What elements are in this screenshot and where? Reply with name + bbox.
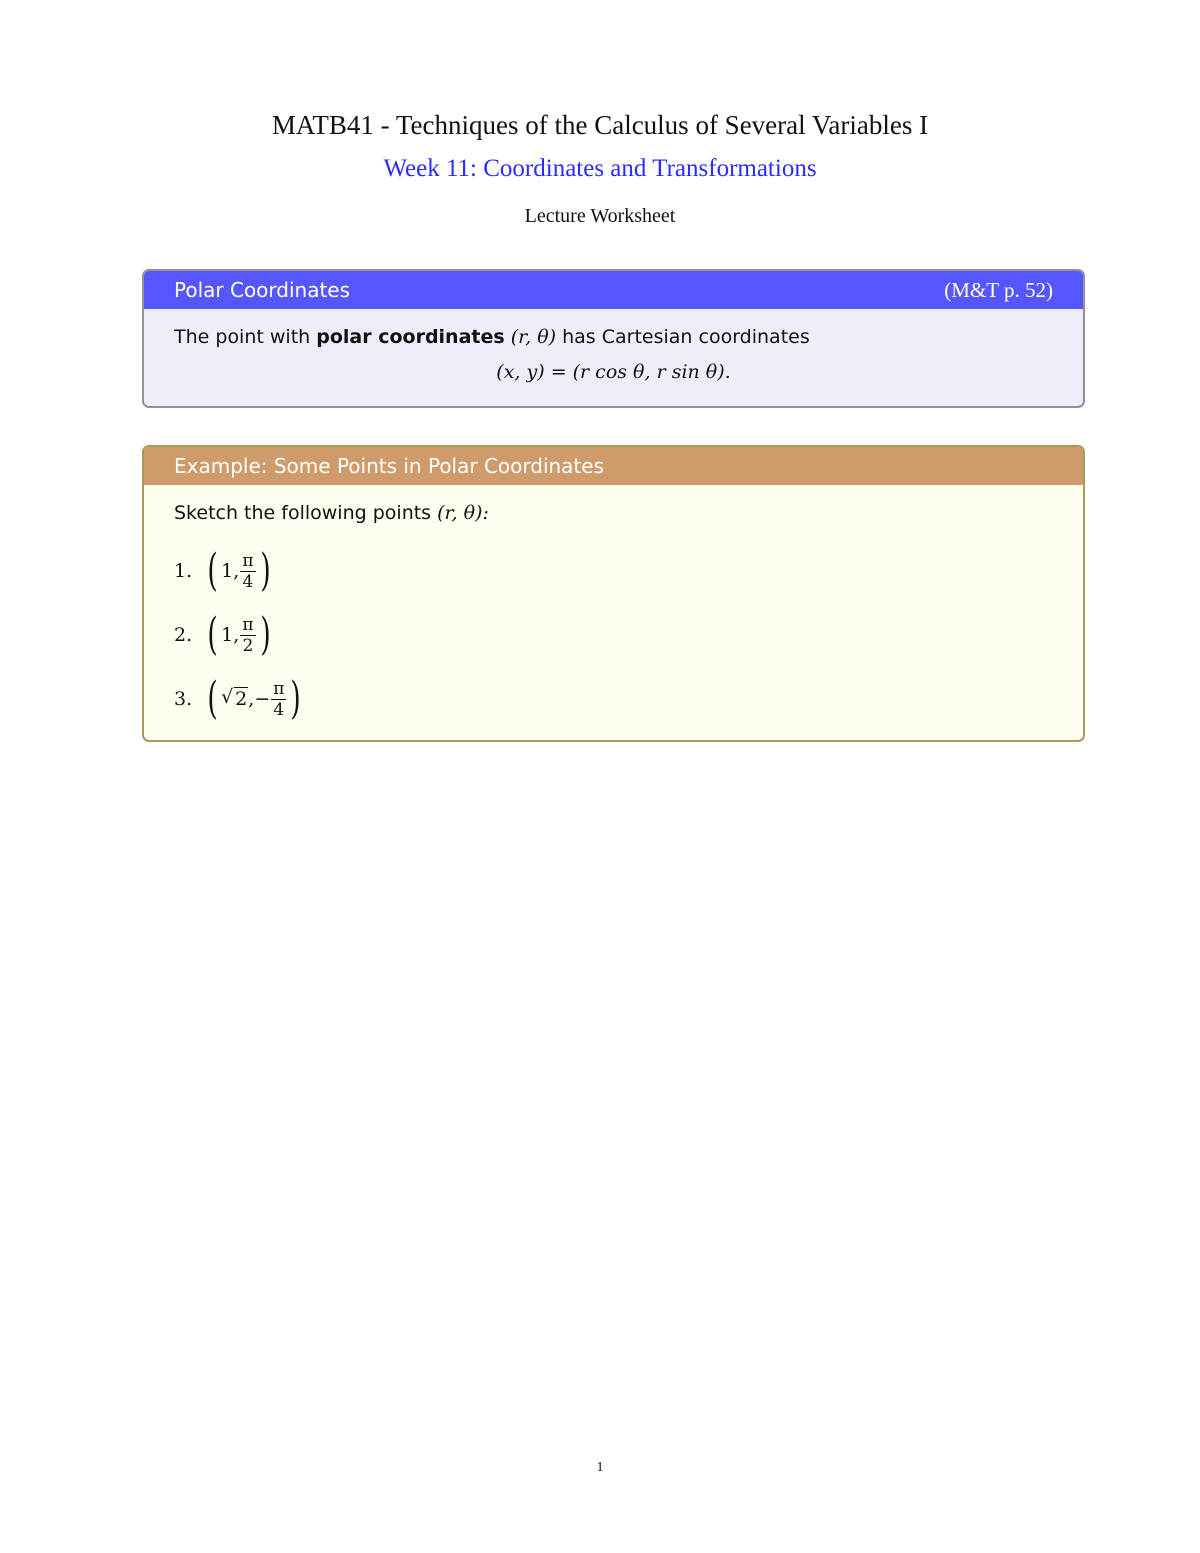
minus-sign: − (254, 688, 271, 710)
points-list (174, 539, 1053, 731)
fraction-numerator: π (242, 614, 254, 635)
fraction-denominator: 4 (273, 699, 285, 720)
list-item (174, 603, 1053, 667)
item-first-value: 1, (221, 560, 240, 582)
comma: , (248, 688, 255, 710)
page-number: 1 (596, 1460, 604, 1475)
worksheet-label: Lecture Worksheet (524, 205, 676, 227)
week-title: Week 11: Coordinates and Transformations (383, 155, 817, 182)
item-first-value: 1, (221, 624, 240, 646)
fraction (240, 615, 255, 656)
definition-math-pair: (r, θ) (510, 326, 557, 348)
definition-term: polar coordinates (316, 326, 505, 348)
example-prompt (174, 499, 1053, 527)
item-number: 1. (174, 560, 193, 582)
left-paren: ( (207, 545, 218, 596)
left-paren: ( (207, 673, 218, 724)
example-box-title: Example: Some Points in Polar Coordinates (174, 454, 604, 478)
right-paren: ) (259, 545, 271, 596)
item-number: 3. (174, 688, 193, 710)
item-number: 2. (174, 624, 193, 646)
polar-coordinates-box (142, 269, 1085, 408)
list-item (174, 539, 1053, 603)
example-box-header (144, 447, 1083, 485)
right-paren: ) (290, 673, 302, 724)
cartesian-equation: (x, y) = (r cos θ, r sin θ). (496, 361, 731, 383)
example-prompt-text: Sketch the following points (174, 502, 438, 524)
fraction-denominator: 2 (242, 635, 254, 656)
polar-box-title: Polar Coordinates (174, 278, 351, 302)
fraction-numerator: π (273, 678, 285, 699)
radicand: 2 (235, 688, 248, 710)
definition-text-before: The point with (174, 326, 317, 348)
example-prompt-math: (r, θ): (437, 502, 489, 524)
list-item (174, 667, 1053, 731)
definition-text (174, 323, 1053, 351)
example-box (142, 445, 1085, 742)
course-title: MATB41 - Techniques of the Calculus of Several Variables I (271, 110, 929, 140)
square-root (221, 688, 248, 710)
definition-text-after: has Cartesian coordinates (556, 326, 810, 348)
polar-box-body (144, 309, 1083, 408)
fraction-denominator: 4 (242, 571, 254, 592)
right-paren: ) (259, 609, 271, 660)
fraction (271, 679, 286, 720)
example-box-body (144, 485, 1083, 742)
fraction (240, 551, 255, 592)
radical-sign: √ (221, 686, 234, 708)
polar-box-header (144, 271, 1083, 309)
left-paren: ( (207, 609, 218, 660)
fraction-numerator: π (242, 550, 254, 571)
polar-box-reference: (M&T p. 52) (944, 278, 1053, 302)
